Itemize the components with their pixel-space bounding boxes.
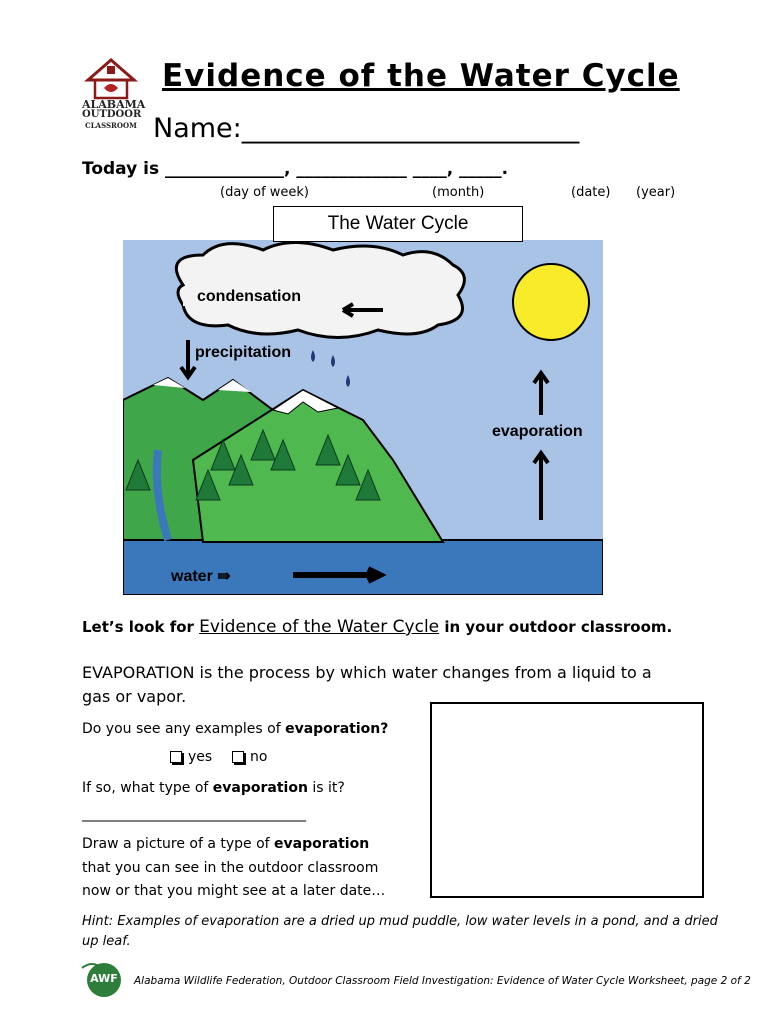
- no-option[interactable]: [232, 749, 267, 765]
- diagram-title: The Water Cycle: [273, 206, 523, 242]
- intro-suffix: in your outdoor classroom.: [439, 618, 673, 636]
- footer-text: Alabama Wildlife Federation, Outdoor Classroom Field Investigation: Evidence of Water Cycle Worksheet, page 2 of 2: [134, 975, 751, 987]
- question-1-term: evaporation?: [285, 721, 389, 737]
- evaporation-label: evaporation: [492, 423, 583, 440]
- today-date-line[interactable]: Today is ______________, _____________ ____, _____.: [82, 159, 509, 179]
- draw-instruction-line1: [82, 836, 369, 852]
- year-label: (year): [636, 185, 676, 200]
- question-2: [82, 780, 345, 796]
- yes-option[interactable]: [170, 749, 212, 765]
- date-label: (date): [571, 185, 611, 200]
- evaporation-definition-line1: EVAPORATION is the process by which water changes from a liquid to a: [82, 663, 652, 682]
- question-2-prefix: If so, what type of: [82, 780, 213, 796]
- alabama-outdoor-classroom-logo: [82, 58, 146, 132]
- logo-line-3: CLASSROOM: [85, 121, 137, 130]
- intro-prefix: Let’s look for: [82, 618, 200, 636]
- question-1: [82, 721, 388, 737]
- precipitation-label: precipitation: [195, 344, 292, 361]
- draw-instruction-line3: now or that you might see at a later date…: [82, 883, 386, 899]
- awf-logo-text: AWF: [90, 972, 118, 985]
- evaporation-definition-line2: gas or vapor.: [82, 687, 187, 706]
- draw-prefix: Draw a picture of a type of: [82, 836, 275, 852]
- answer-line[interactable]: ________________________________: [82, 806, 306, 822]
- no-label: no: [250, 749, 268, 765]
- draw-term: evaporation: [274, 836, 370, 852]
- drawing-box[interactable]: [430, 702, 704, 898]
- yes-label: yes: [188, 749, 213, 765]
- hint-text: Hint: Examples of evaporation are a dried up mud puddle, low water levels in a pond, and a dried up leaf.: [82, 914, 718, 949]
- no-checkbox[interactable]: [232, 751, 244, 763]
- condensation-label: condensation: [183, 288, 315, 306]
- question-2-suffix: is it?: [307, 780, 345, 796]
- draw-instruction-line2: that you can see in the outdoor classroom: [82, 860, 379, 876]
- day-of-week-label: (day of week): [220, 185, 310, 200]
- logo-line-1: ALABAMA: [82, 98, 146, 111]
- question-1-prefix: Do you see any examples of: [82, 721, 286, 737]
- page-title: Evidence of the Water Cycle: [162, 58, 680, 94]
- yes-checkbox[interactable]: [170, 751, 182, 763]
- intro-sentence: [82, 617, 672, 637]
- intro-emphasis: Evidence of the Water Cycle: [199, 617, 440, 637]
- water-label: water ⇛: [171, 568, 231, 585]
- name-field[interactable]: Name:_________________________: [153, 113, 580, 144]
- awf-logo: [80, 960, 132, 1000]
- logo-line-2: OUTDOOR: [82, 109, 142, 120]
- month-label: (month): [432, 185, 485, 200]
- question-2-term: evaporation: [212, 780, 308, 796]
- schoolhouse-icon: [82, 58, 140, 100]
